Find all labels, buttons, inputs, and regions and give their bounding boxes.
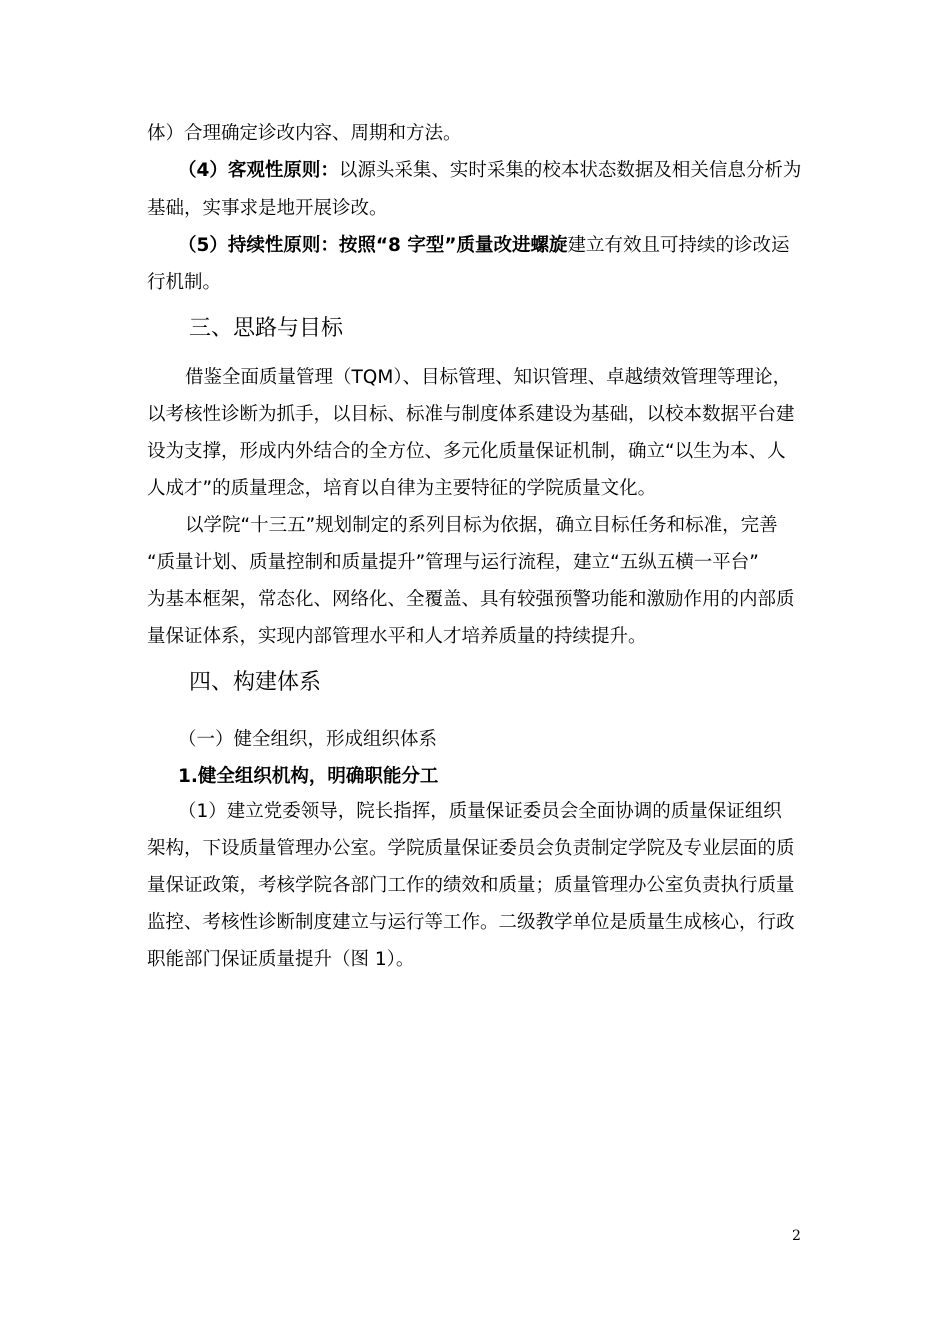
subsection-heading: （一）健全组织，形成组织体系 <box>178 729 438 750</box>
text-line: 基础，实事求是地开展诊改。 <box>147 198 388 219</box>
text-line: 体）合理确定诊改内容、周期和方法。 <box>147 123 462 144</box>
section-heading: 三、思路与目标 <box>189 316 344 341</box>
text-line: 监控、考核性诊断制度建立与运行等工作。二级教学单位是质量生成核心，行政 <box>147 912 795 933</box>
principle-label: （4）客观性原则： <box>178 160 339 181</box>
text-line: 人成才”的质量理念，培育以自律为主要特征的学院质量文化。 <box>147 478 657 499</box>
text-line: 量保证体系，实现内部管理水平和人才培养质量的持续提升。 <box>147 626 647 647</box>
text-line: 架构，下设质量管理办公室。学院质量保证委员会负责制定学院及专业层面的质 <box>147 838 795 859</box>
text-line: 行机制。 <box>147 272 222 293</box>
section-heading: 四、构建体系 <box>189 670 322 695</box>
principle-label: （5）持续性原则：按照“8 字型”质量改进螺旋 <box>178 235 568 256</box>
text-line: 以考核性诊断为抓手，以目标、标准与制度体系建设为基础，以校本数据平台建 <box>147 404 795 425</box>
subsection-title: 1.健全组织机构，明确职能分工 <box>178 766 439 787</box>
text-line: 为基本框架，常态化、网络化、全覆盖、具有较强预警功能和激励作用的内部质 <box>147 589 795 610</box>
text-line: 借鉴全面质量管理（TQM）、目标管理、知识管理、卓越绩效管理等理论， <box>185 367 792 388</box>
text-line: 职能部门保证质量提升（图 1）。 <box>147 949 415 970</box>
page-number: 2 <box>792 1228 801 1244</box>
text-line: 量保证政策，考核学院各部门工作的绩效和质量；质量管理办公室负责执行质量 <box>147 875 795 896</box>
text-line: （4）客观性原则：以源头采集、实时采集的校本状态数据及相关信息分析为 <box>178 160 802 181</box>
text-line: 设为支撑，形成内外结合的全方位、多元化质量保证机制，确立“以生为本、人 <box>147 441 786 462</box>
text-line: 以学院“十三五”规划制定的系列目标为依据，确立目标任务和标准，完善 <box>185 515 778 536</box>
text-line: “质量计划、质量控制和质量提升”管理与运行流程，建立“五纵五横一平台” <box>147 552 759 573</box>
text-line: （5）持续性原则：按照“8 字型”质量改进螺旋建立有效且可持续的诊改运 <box>178 235 790 256</box>
text-line: （1）建立党委领导，院长指挥，质量保证委员会全面协调的质量保证组织 <box>178 801 782 822</box>
